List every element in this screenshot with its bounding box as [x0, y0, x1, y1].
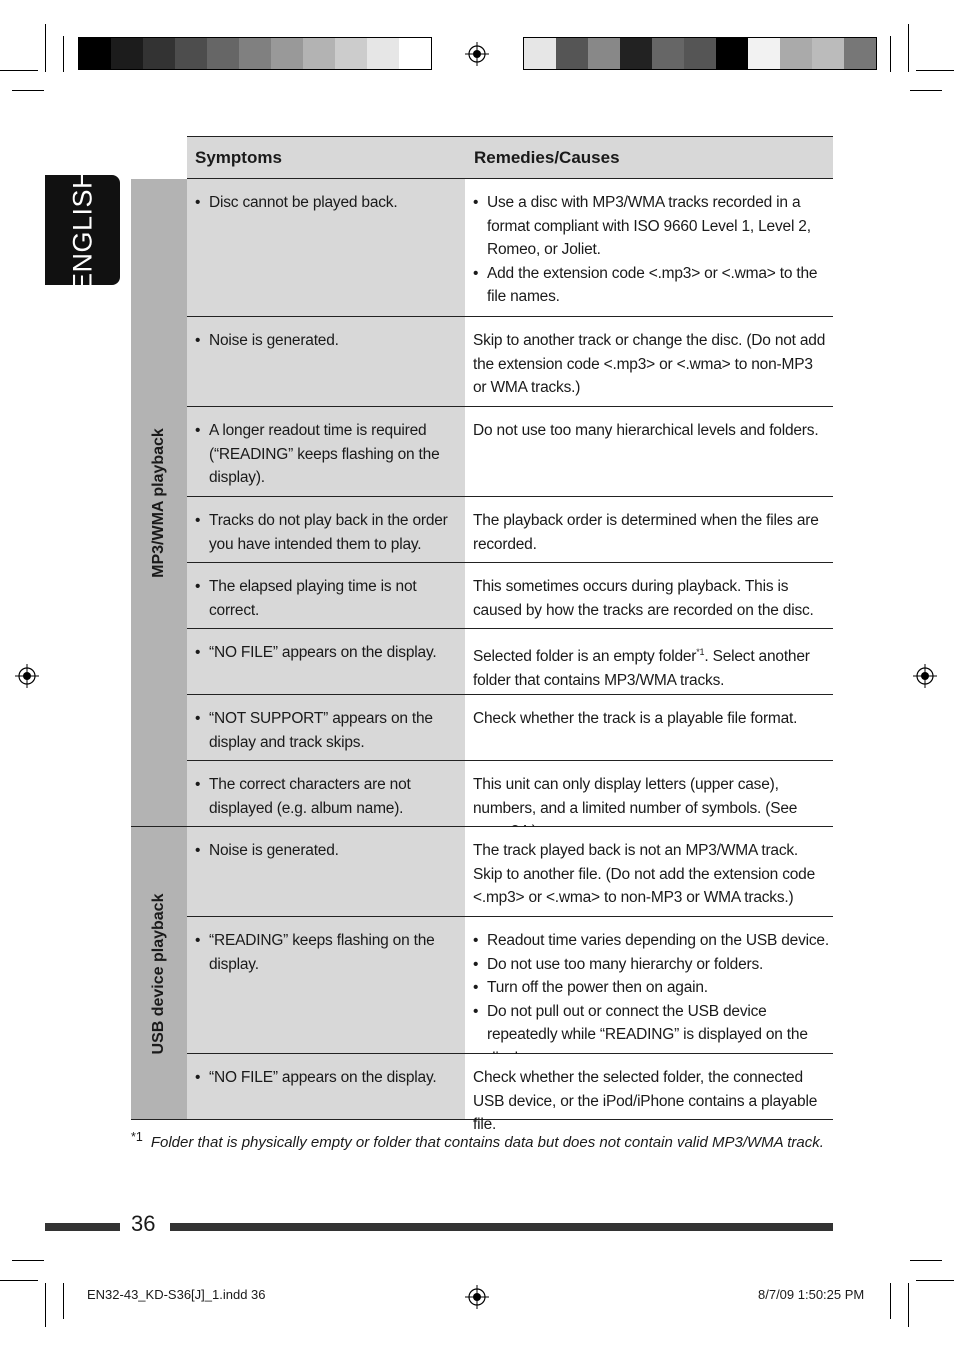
- symptom-text: • “READING” keeps flashing on the display.: [195, 929, 457, 976]
- remedy-text-part: Selected folder is an empty folder: [473, 648, 697, 666]
- table-row: [187, 317, 833, 407]
- category-mp3-wma: [131, 179, 187, 827]
- remedy-item: • Do not use too many hierarchy or folders.: [473, 953, 829, 977]
- remedy-text: This unit can only display letters (upper case), numbers, and a limited number of symbols. (See: [473, 776, 798, 817]
- grayscale-bar-right: [523, 37, 877, 70]
- grayscale-bar-left: [78, 37, 432, 70]
- crop-mark: [45, 24, 46, 72]
- remedy-text: Check whether the selected folder, the connected USB device, or the iPod/iPhone contains a playable file.: [473, 1069, 818, 1134]
- symptom-text: • A longer readout time is required (“READING” keeps flashing on the display).: [195, 419, 457, 490]
- crop-mark: [45, 1283, 46, 1327]
- crop-mark: [63, 36, 64, 72]
- crop-mark: [12, 1260, 44, 1261]
- footnote-text: Folder that is physically empty or folder that contains data but does not contain valid MP3/WMA track.: [150, 1134, 824, 1151]
- table-header: [187, 136, 833, 179]
- remedy-text: [473, 641, 829, 692]
- table-row: [187, 407, 833, 497]
- remedy-text: The playback order is determined when the files are recorded.: [473, 512, 819, 553]
- registration-mark-icon: [465, 42, 489, 66]
- symptom-text: • “NO FILE” appears on the display.: [195, 641, 457, 665]
- remedy-text: Skip to another track or change the disc. (Do not add the extension code <.mp3> or <.wma> to non-MP3 or WMA tracks.): [473, 332, 826, 397]
- crop-mark: [0, 70, 38, 71]
- remedy-item: • Use a disc with MP3/WMA tracks recorded in a format compliant with ISO 9660 Level 1, Level 2, Romeo, or Joliet.: [473, 191, 829, 262]
- header-remedies: Remedies/Causes: [474, 148, 620, 167]
- page-number: 36: [131, 1211, 156, 1236]
- remedy-item: • Turn off the power then on again.: [473, 976, 829, 1000]
- symptom-text: • “NOT SUPPORT” appears on the display and track skips.: [195, 707, 457, 754]
- crop-mark: [0, 1280, 38, 1281]
- crop-mark: [916, 1280, 954, 1281]
- symptom-text: • Noise is generated.: [195, 329, 457, 353]
- remedy-item: • Readout time varies depending on the USB device.: [473, 929, 829, 953]
- category-divider: [131, 1119, 187, 1120]
- remedy-text: Check whether the track is a playable file format.: [473, 710, 798, 727]
- crop-mark: [910, 1260, 942, 1261]
- table-row: [187, 1054, 833, 1134]
- registration-mark-icon: [15, 664, 39, 688]
- crop-mark: [890, 36, 891, 72]
- footnote-marker: *1: [131, 1130, 143, 1144]
- registration-mark-icon: [913, 664, 937, 688]
- crop-mark: [908, 24, 909, 72]
- symptom-text: • The correct characters are not displayed (e.g. album name).: [195, 773, 457, 820]
- crop-mark: [910, 90, 942, 91]
- table-row: [187, 629, 833, 695]
- crop-mark: [12, 90, 44, 91]
- footnote-ref: *1: [696, 647, 705, 657]
- crop-mark: [890, 1283, 891, 1319]
- remedy-text: Do not use too many hierarchical levels and folders.: [473, 422, 819, 439]
- page-rule-left: [45, 1223, 120, 1231]
- language-tab: [45, 168, 120, 292]
- crop-mark: [63, 1283, 64, 1319]
- category-label: MP3/WMA playback: [150, 428, 167, 578]
- table-row: [187, 695, 833, 761]
- table-row: [187, 563, 833, 629]
- symptom-text: • Disc cannot be played back.: [195, 191, 457, 215]
- remedy-text-part: . Select another folder that contains MP3/WMA tracks.: [473, 648, 810, 689]
- remedy-item: • Do not pull out or connect the USB device repeatedly while “READING” is displayed on the: [473, 1000, 829, 1071]
- header-symptoms: Symptoms: [195, 148, 282, 167]
- remedy-item: • Add the extension code <.mp3> or <.wma> to the file names.: [473, 262, 829, 309]
- symptom-text: • “NO FILE” appears on the display.: [195, 1066, 457, 1090]
- symptom-text: • The elapsed playing time is not correct.: [195, 575, 457, 622]
- symptom-text: • Tracks do not play back in the order you have intended them to play.: [195, 509, 457, 556]
- slug-filename: EN32-43_KD-S36[J]_1.indd 36: [87, 1287, 266, 1302]
- page-rule-right: [170, 1223, 833, 1231]
- crop-mark: [916, 70, 954, 71]
- category-label: USB device playback: [150, 893, 167, 1054]
- crop-mark: [908, 1283, 909, 1327]
- footnote: [131, 1130, 851, 1151]
- language-tab-label: ENGLISH: [67, 168, 97, 292]
- remedy-text: The track played back is not an MP3/WMA track. Skip to another file. (Do not add the extension code <.mp3> or <.wma> to non-MP3 or WMA tracks.): [473, 842, 816, 907]
- slug-date: 8/7/09 1:50:25 PM: [758, 1287, 865, 1302]
- remedy-text: This sometimes occurs during playback. This is caused by how the tracks are recorded on the disc.: [473, 578, 814, 619]
- category-usb: [131, 827, 187, 1120]
- table-row: [187, 179, 833, 317]
- table-row: [187, 917, 833, 1054]
- table-row: [187, 497, 833, 563]
- symptom-text: • Noise is generated.: [195, 839, 457, 863]
- table-row: [187, 761, 833, 827]
- registration-mark-icon: [465, 1285, 489, 1309]
- table-row: [187, 827, 833, 917]
